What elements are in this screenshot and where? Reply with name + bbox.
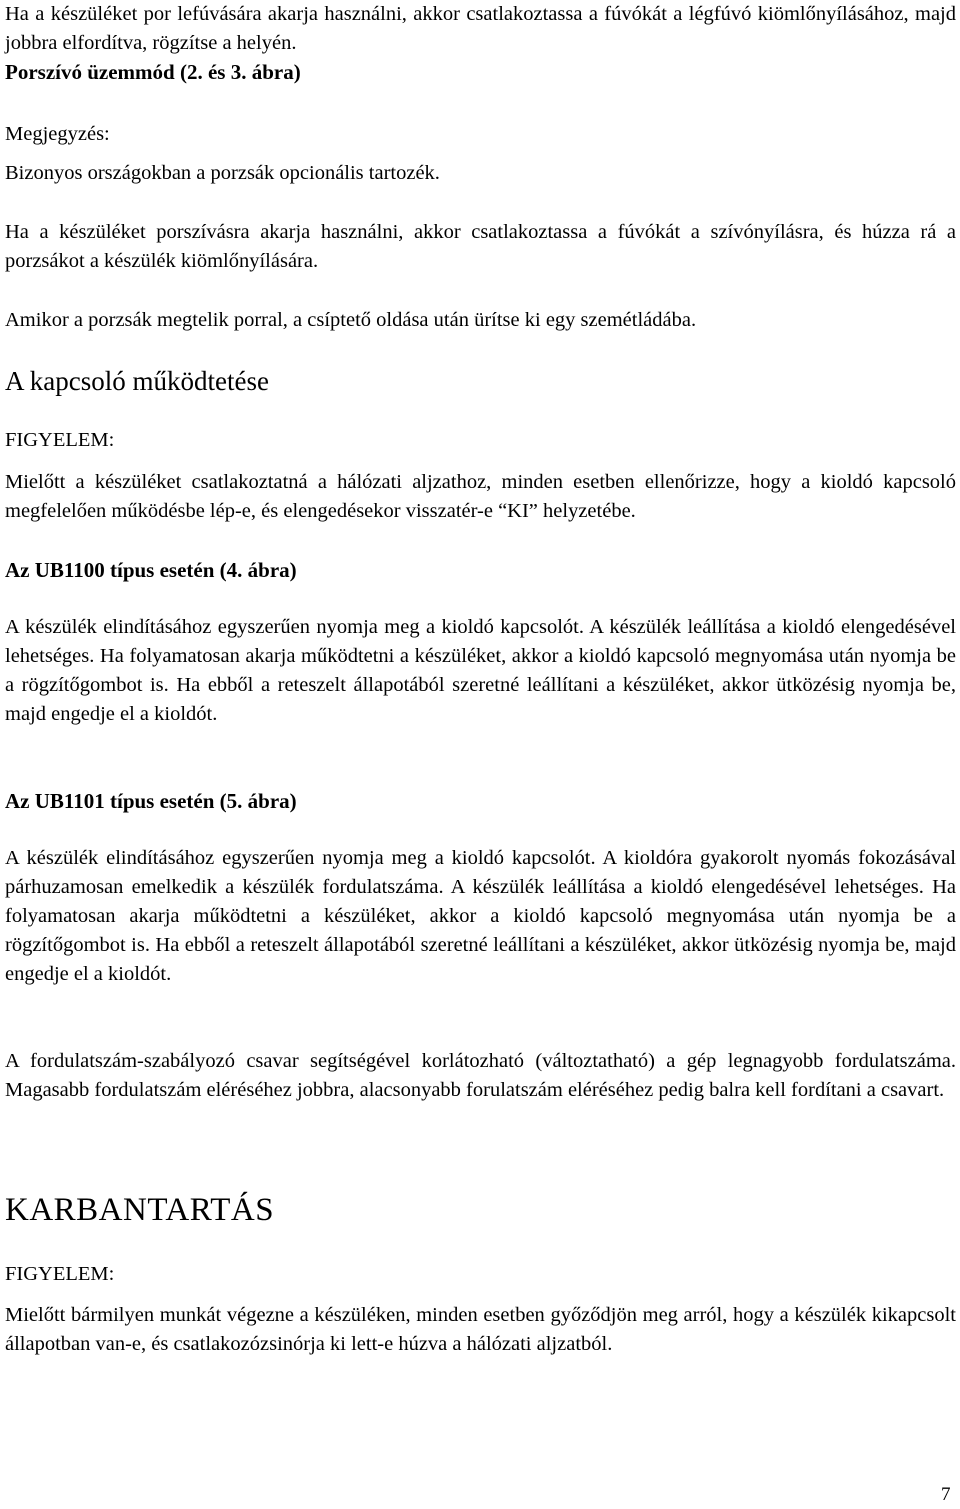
warning-text-maintenance: Mielőtt bármilyen munkát végezne a készüléken, minden esetben győződjön meg arról, hogy a készülék kikapcsolt állapotban van-e, és csatlakozózsinórja ki lett-e húzva a hálózati aljzatból. <box>5 1304 956 1355</box>
section-heading-switch: A kapcsoló működtetése <box>5 366 269 396</box>
paragraph-blower-mode: Ha a készüléket por lefúvására akarja használni, akkor csatlakoztassa a fúvókát a légfúvó kiömlőnyílásához, majd jobbra elfordítva, rögzítse a helyén. <box>5 3 956 54</box>
subheading-ub1100: Az UB1100 típus esetén (4. ábra) <box>5 558 297 582</box>
paragraph-speed-screw: A fordulatszám-szabályozó csavar segítségével korlátozható (változtatható) a gép legnagyobb fordulatszáma. Magasabb fordulatszám eléréséhez jobbra, alacsonyabb forulatszám eléréséhez pedig balra kell fordítani a csavart. <box>5 1050 956 1101</box>
note-label: Megjegyzés: <box>5 123 110 145</box>
page-number: 7 <box>941 1484 951 1505</box>
paragraph-ub1101: A készülék elindításához egyszerűen nyomja meg a kioldó kapcsolót. A kioldóra gyakorolt nyomás fokozásával párhuzamosan emelkedik a készülék fordulatszáma. A készülék leállítása a kioldó elengedésével lehetséges. Ha folyamatosan akarja működtetni a készüléket, akkor a kioldó kapcsoló megnyomása után nyomja be a rögzítőgombot is. Ha ebből a reteszelt állapotából szeretné leállítani a készüléket, akkor ütközésig nyomja be, majd engedje el a kioldót. <box>5 847 956 985</box>
subheading-ub1101: Az UB1101 típus esetén (5. ábra) <box>5 789 297 813</box>
section-heading-maintenance: KARBANTARTÁS <box>5 1192 275 1228</box>
warning-label-maintenance: FIGYELEM: <box>5 1263 115 1285</box>
paragraph-dust-bag: Amikor a porzsák megtelik porral, a csíptető oldása után ürítse ki egy szemétládába. <box>5 309 697 331</box>
paragraph-vacuum-usage: Ha a készüléket porszívásra akarja használni, akkor csatlakoztassa a fúvókát a szívónyílásra, és húzza rá a porzsákot a készülék kiömlőnyílására. <box>5 221 956 272</box>
warning-text-switch: Mielőtt a készüléket csatlakoztatná a hálózati aljzathoz, minden esetben ellenőrizze, hogy a kioldó kapcsoló megfelelően működésbe lép-e, és elengedésekor visszatér-e “KI” helyzetébe. <box>5 471 956 522</box>
warning-label-switch: FIGYELEM: <box>5 429 115 451</box>
note-text: Bizonyos országokban a porzsák opcionális tartozék. <box>5 162 440 184</box>
subheading-vacuum-mode: Porszívó üzemmód (2. és 3. ábra) <box>5 60 301 84</box>
paragraph-ub1100: A készülék elindításához egyszerűen nyomja meg a kioldó kapcsolót. A készülék leállítása a kioldó elengedésével lehetséges. Ha folyamatosan akarja működtetni a készüléket, akkor a kioldó kapcsoló megnyomása után nyomja be a rögzítőgombot is. Ha ebből a reteszelt állapotából szeretné leállítani a készüléket, akkor ütközésig nyomja be, majd engedje el a kioldót. <box>5 616 956 725</box>
